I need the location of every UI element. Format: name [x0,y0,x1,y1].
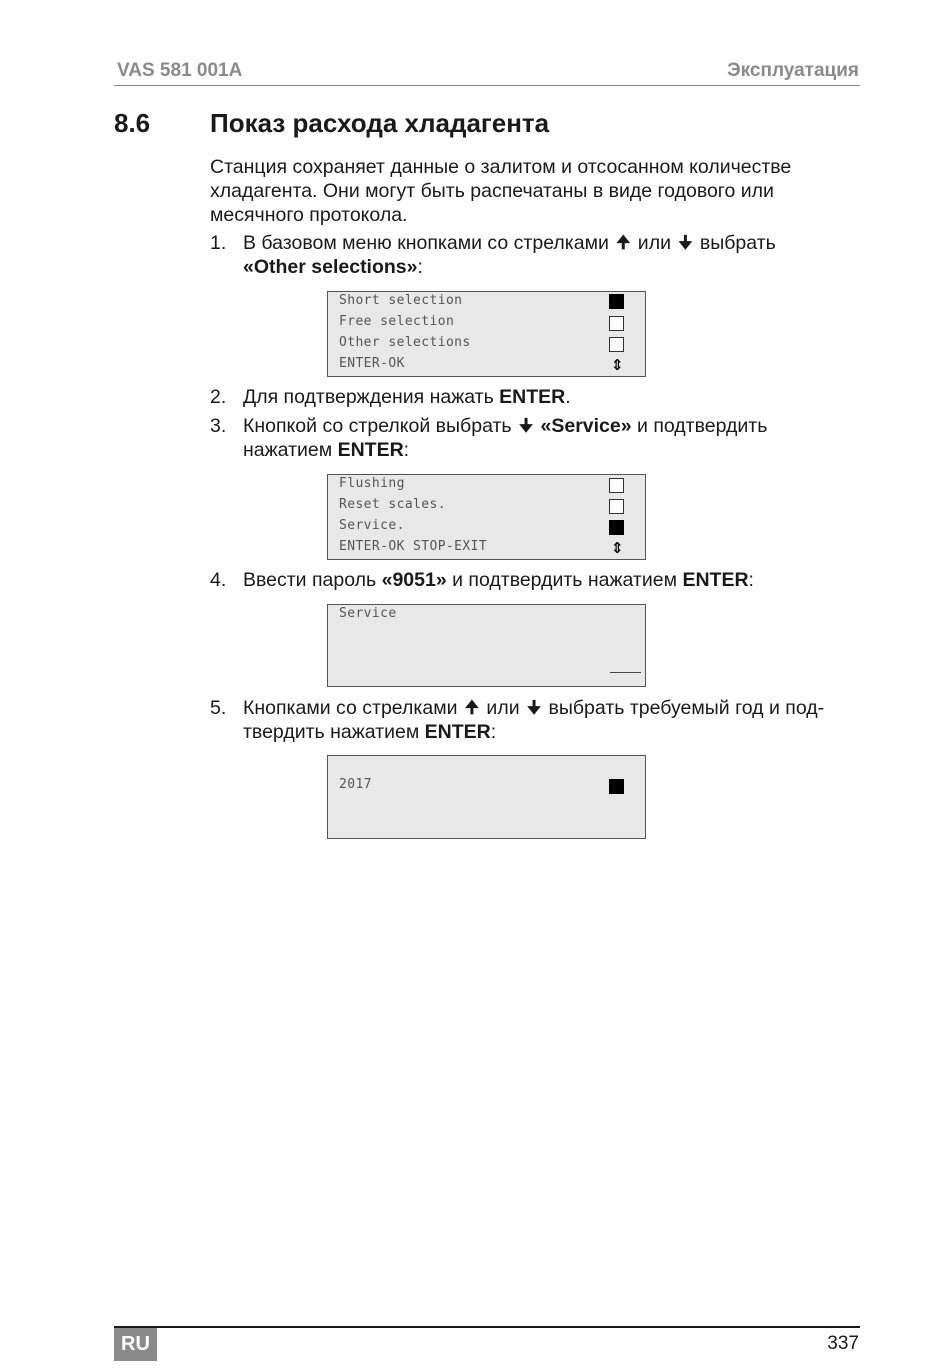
step-text: : [403,439,410,461]
arrow-down-icon: 🠋 [527,698,542,717]
arrow-down-icon: 🠋 [519,416,534,435]
lcd-row: Service. [339,518,405,533]
step-emphasis: «Service» [540,415,632,437]
step-emphasis: «9051» [381,569,447,591]
step-text: : [490,721,497,743]
step-text: выбрать [699,232,776,254]
up-down-arrow-icon: ⇕ [611,356,624,374]
step-text: выбрать требуемый год и под- [548,697,825,719]
step-5 [210,696,850,744]
password-cursor [610,672,641,673]
lcd-screen-main-menu [327,291,646,377]
empty-box-icon [609,478,624,493]
step-emphasis: ENTER [499,386,566,408]
arrow-up-icon: 🠉 [616,233,631,252]
intro-line: месячного протокола. [210,204,408,226]
step-text: Ввести пароль [243,569,382,591]
language-badge: RU [114,1328,157,1361]
step-text: и подтвердить нажатием [446,569,683,591]
step-text: : [417,256,423,278]
step-text: Кнопкой со стрелкой выбрать [243,415,512,437]
selected-box-icon [609,294,624,309]
step-text: Кнопками со стрелками [243,697,458,719]
step-emphasis: ENTER [682,569,749,591]
footer-divider [114,1326,860,1328]
step-number: 5. [210,697,227,719]
lcd-row: Flushing [339,476,405,491]
step-emphasis: «Other selections» [243,256,418,278]
step-1 [210,231,850,279]
header-model: VAS 581 001A [117,60,243,81]
step-2 [210,385,850,409]
step-3 [210,414,850,462]
selected-box-icon [609,779,624,794]
lcd-row: ENTER-OK [339,356,405,371]
empty-box-icon [609,316,624,331]
step-text: . [565,386,571,408]
empty-box-icon [609,499,624,514]
step-number: 4. [210,569,227,591]
step-number: 1. [210,232,227,254]
empty-box-icon [609,337,624,352]
lcd-row: Free selection [339,314,455,329]
step-text: : [748,569,754,591]
intro-line: Станция сохраняет данные о залитом и отсосанном количестве [210,156,792,178]
step-emphasis: ENTER [424,721,491,743]
step-text: твердить нажатием [243,721,425,743]
step-text: нажатием [243,439,338,461]
lcd-row: Other selections [339,335,471,350]
step-text: или [486,697,520,719]
step-text: Для подтверждения нажать [243,386,500,408]
lcd-row: Short selection [339,293,463,308]
intro-paragraph [210,155,830,227]
step-number: 2. [210,386,227,408]
lcd-row: ENTER-OK STOP-EXIT [339,539,488,554]
header-divider [114,85,860,86]
arrow-down-icon: 🠋 [678,233,693,252]
lcd-row: 2017 [339,777,372,792]
header-chapter: Эксплуатация [727,60,859,81]
lcd-screen-year-select [327,755,646,839]
page-number: 337 [827,1333,859,1354]
section-number: 8.6 [114,108,151,138]
intro-line: хладагента. Они могут быть распечатаны в виде годового или [210,180,774,202]
up-down-arrow-icon: ⇕ [611,539,624,557]
step-text: и подтвердить [631,415,768,437]
lcd-screen-service-password [327,604,646,687]
arrow-up-icon: 🠉 [464,698,479,717]
section-title: Показ расхода хладагента [210,108,550,138]
lcd-row: Reset scales. [339,497,446,512]
step-text: В базовом меню кнопками со стрелками [243,232,609,254]
selected-box-icon [609,520,624,535]
lcd-screen-other-selections [327,474,646,560]
lcd-row: Service [339,606,397,621]
step-4 [210,568,850,592]
step-text: или [637,232,671,254]
step-number: 3. [210,415,227,437]
step-emphasis: ENTER [337,439,404,461]
